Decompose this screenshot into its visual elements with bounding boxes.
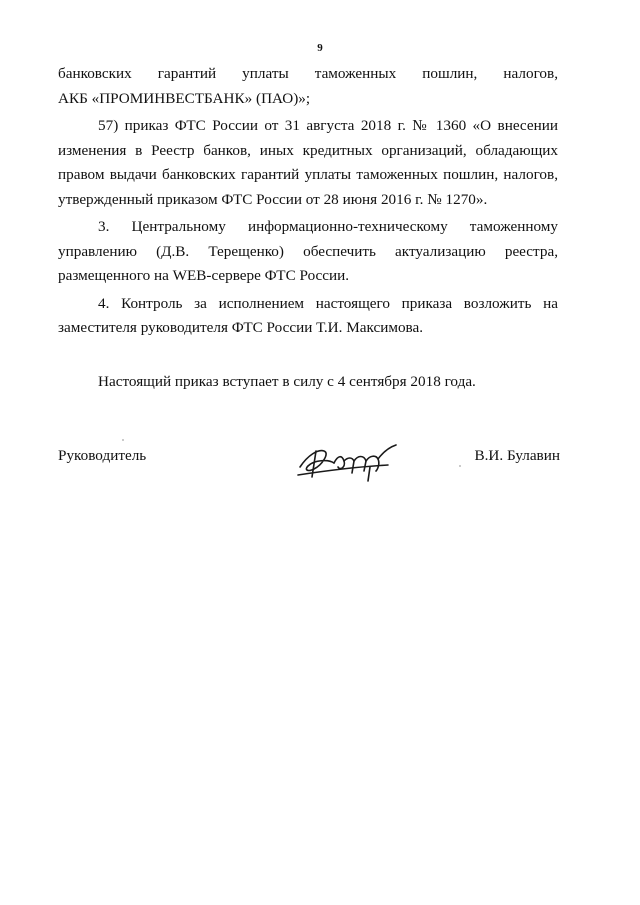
scan-speck (122, 439, 124, 441)
paragraph-continuation-line2: АКБ «ПРОМИНВЕСТБАНК» (ПАО)»; (58, 89, 311, 107)
page-number: 9 (317, 42, 323, 54)
document-body (58, 62, 558, 341)
effective-date-statement: Настоящий приказ вступает в силу с 4 сентября 2018 года. (98, 373, 476, 390)
signatory-title: Руководитель (58, 447, 147, 464)
signature-block (58, 443, 560, 493)
handwritten-signature (294, 437, 404, 485)
paragraph-item-3: 3. Центральному информационно-техническому таможенному управлению (Д.В. Терещенко) обеспечить актуализацию реестра, размещенного на WEB-сервере ФТС России. (58, 218, 558, 284)
signatory-name: В.И. Булавин (474, 447, 560, 464)
paragraph-continuation-line1: банковских гарантий уплаты таможенных пошлин, налогов, (58, 65, 558, 82)
paragraph-item-57: 57) приказ ФТС России от 31 августа 2018 г. № 1360 «О внесении изменения в Реестр банков, иных кредитных организаций, обладающих правом выдачи банковских гарантий уплаты таможенных пошлин, налогов, утвержденный приказом ФТС России от 28 июня 2016 г. № 1270». (58, 117, 558, 208)
scan-speck (459, 465, 461, 467)
paragraph-item-4: 4. Контроль за исполнением настоящего приказа возложить на заместителя руководителя ФТС России Т.И. Максимова. (58, 294, 558, 336)
